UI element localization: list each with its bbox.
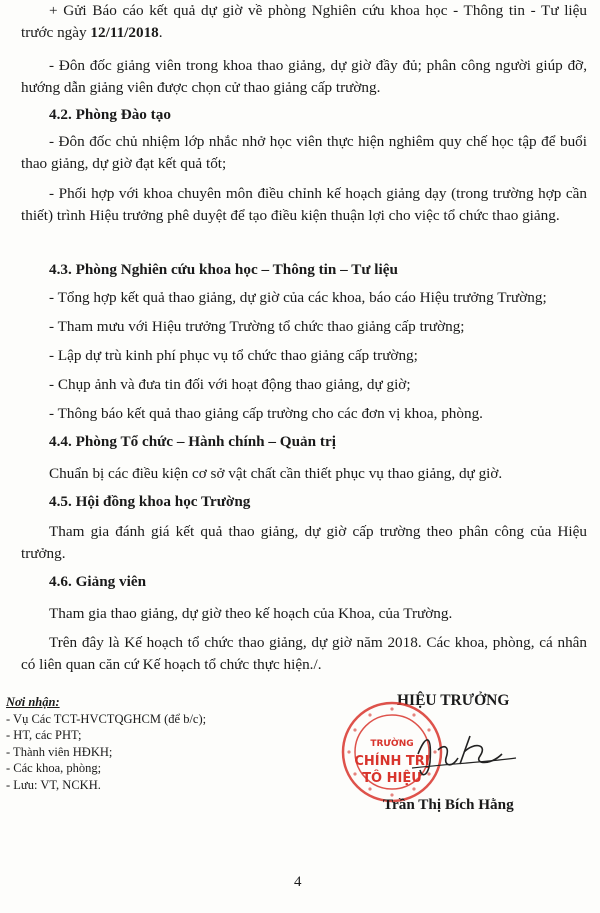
recipient-item: - Vụ Các TCT-HVCTQGHCM (để b/c); [6, 711, 207, 726]
section-4-4-text: Chuẩn bị các điều kiện cơ sở vật chất cần thiết phục vụ thao giảng, dự giờ. [49, 465, 503, 482]
heading-4-6: 4.6. Giảng viên [49, 573, 147, 590]
stamp-label: TRƯỜNG CHÍNH TRỊ TÔ HIỆU [354, 739, 430, 786]
paragraph-report-deadline: + Gửi Báo cáo kết quả dự giờ về phòng Nghiên cứu khoa học - Thông tin - Tư liệu trước ngày 12/11/2018. [21, 2, 587, 41]
list-item: - Phối hợp với khoa chuyên môn điều chỉnh kế hoạch giảng dạy (trong trường hợp cần thiết) trình Hiệu trưởng phê duyệt để tạo điều kiện thuận lợi cho việc tổ chức thao giảng. [21, 185, 587, 224]
page-number: 4 [294, 874, 302, 890]
list-item: - Đôn đốc chủ nhiệm lớp nhắc nhở học viên thực hiện nghiêm quy chế học tập để buổi thao giảng, dự giờ đạt kết quả tốt; [21, 133, 587, 172]
recipients-list [6, 694, 206, 793]
list-item: - Lập dự trù kinh phí phục vụ tổ chức thao giảng cấp trường; [49, 347, 418, 364]
recipients-title: Nơi nhận: [6, 695, 60, 709]
list-item: - Thông báo kết quả thao giảng cấp trường cho các đơn vị khoa, phòng. [49, 405, 483, 422]
recipient-item: - HT, các PHT; [6, 728, 82, 742]
list-item: - Chụp ảnh và đưa tin đối với hoạt động thao giảng, dự giờ; [49, 376, 411, 393]
signature-title: HIỆU TRƯỞNG [397, 692, 510, 709]
recipient-item: - Các khoa, phòng; [6, 761, 102, 775]
list-item: - Tổng hợp kết quả thao giảng, dự giờ của các khoa, báo cáo Hiệu trưởng Trường; [49, 289, 547, 306]
heading-4-3: 4.3. Phòng Nghiên cứu khoa học – Thông tin – Tư liệu [49, 261, 398, 278]
closing-paragraph: Trên đây là Kế hoạch tổ chức thao giảng, dự giờ năm 2018. Các khoa, phòng, cá nhân có liên quan căn cứ Kế hoạch tổ chức thực hiện./. [21, 634, 587, 673]
section-4-5-text: Tham gia đánh giá kết quả thao giảng, dự giờ cấp trường theo phân công của Hiệu trưởng. [21, 523, 587, 562]
list-item: - Tham mưu với Hiệu trưởng Trường tổ chức thao giảng cấp trường; [49, 318, 465, 335]
heading-4-5: 4.5. Hội đồng khoa học Trường [49, 493, 251, 510]
recipient-item: - Thành viên HĐKH; [6, 744, 113, 759]
paragraph-urge-lecturers: - Đôn đốc giảng viên trong khoa thao giảng, dự giờ đầy đủ; phân công người giúp đỡ, hướng dẫn giảng viên được chọn cử thao giảng cấp trường. [21, 57, 587, 96]
heading-4-2: 4.2. Phòng Đào tạo [49, 106, 171, 123]
report-deadline-date: 12/11/2018 [90, 24, 159, 41]
section-4-6-text: Tham gia thao giảng, dự giờ theo kế hoạch của Khoa, của Trường. [49, 605, 453, 622]
recipient-item: - Lưu: VT, NCKH. [6, 777, 101, 792]
heading-4-4: 4.4. Phòng Tổ chức – Hành chính – Quản trị [49, 433, 336, 450]
handwritten-signature-icon [398, 724, 528, 784]
signatory-name: Trần Thị Bích Hằng [383, 796, 514, 813]
